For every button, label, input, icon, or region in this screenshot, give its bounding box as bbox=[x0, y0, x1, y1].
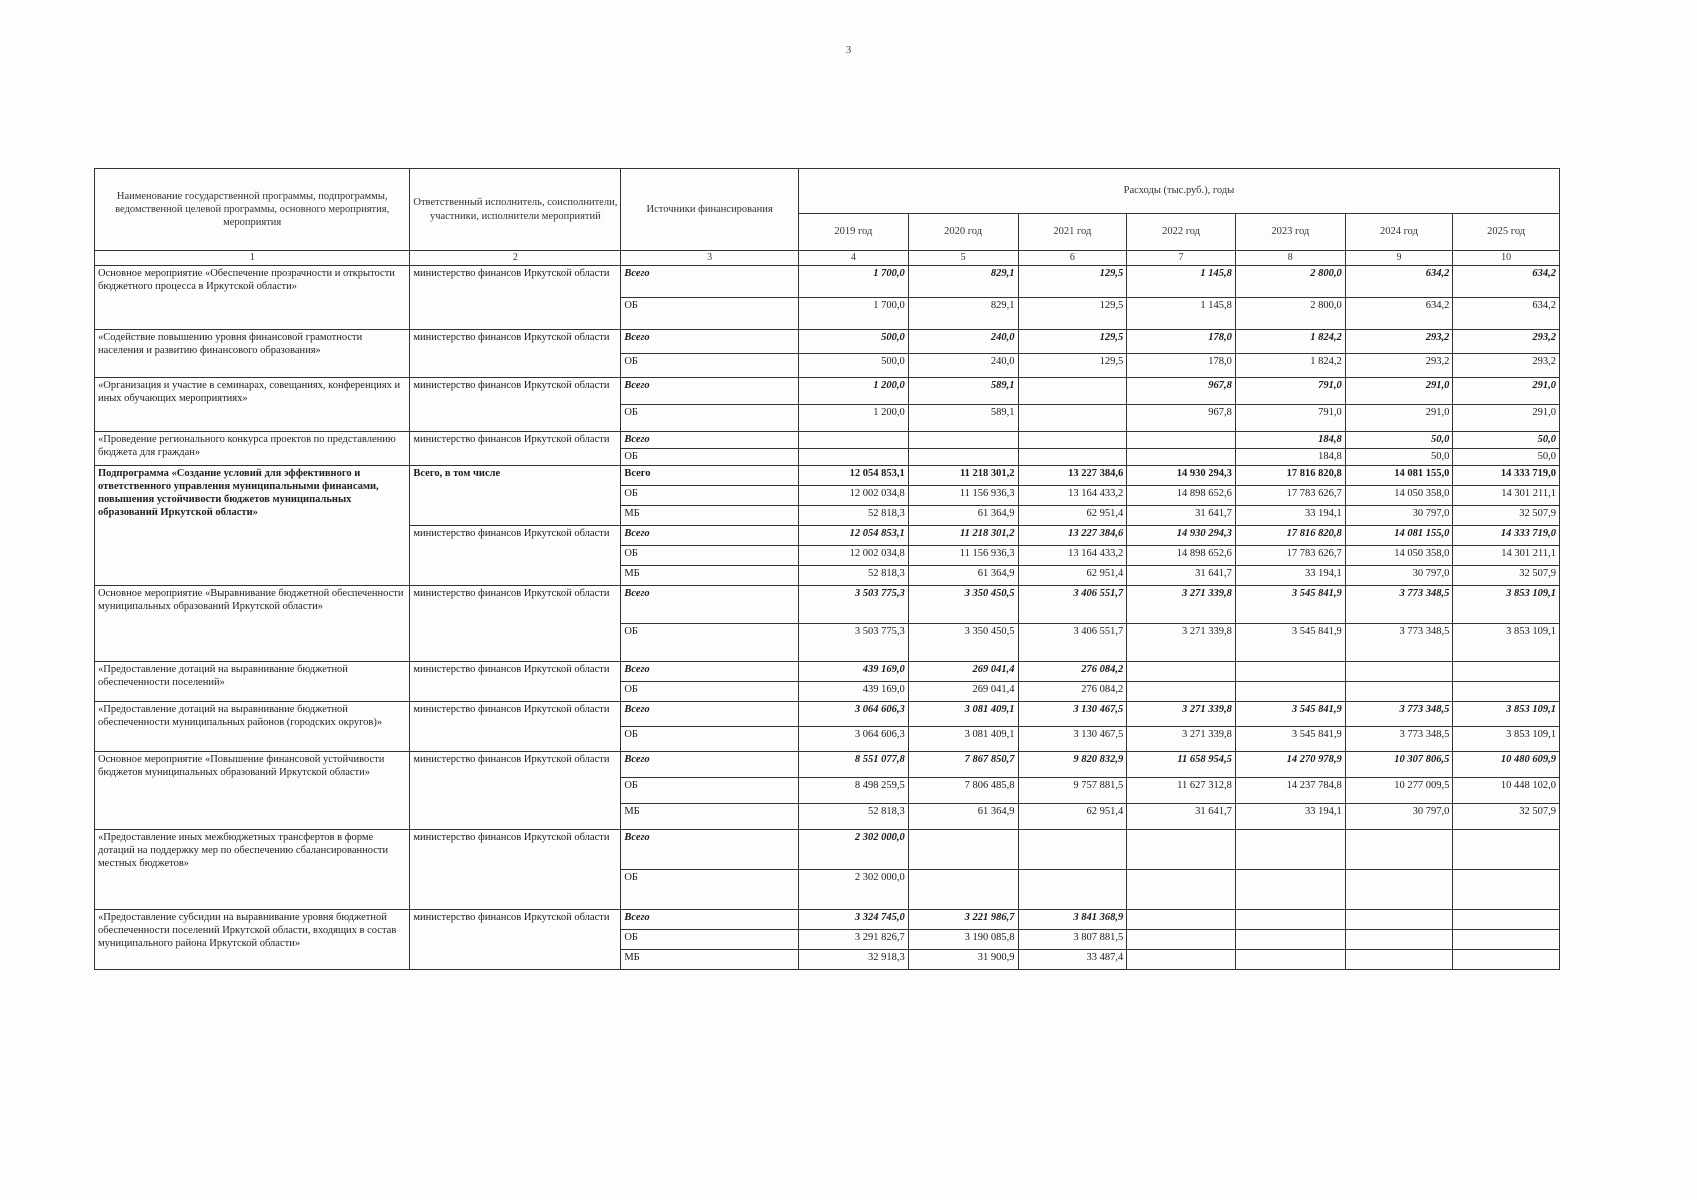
responsible-executor: министерство финансов Иркутской области bbox=[410, 330, 621, 378]
funding-source: ОБ bbox=[621, 405, 799, 432]
responsible-executor: министерство финансов Иркутской области bbox=[410, 702, 621, 752]
amount-cell: 31 641,7 bbox=[1127, 804, 1236, 830]
amount-cell: 3 853 109,1 bbox=[1453, 702, 1560, 727]
amount-cell: 293,2 bbox=[1345, 354, 1453, 378]
funding-source: ОБ bbox=[621, 930, 799, 950]
table-row bbox=[95, 702, 1560, 727]
funding-source: МБ bbox=[621, 566, 799, 586]
amount-cell: 10 307 806,5 bbox=[1345, 752, 1453, 778]
amount-cell bbox=[1127, 830, 1236, 870]
amount-cell bbox=[1235, 950, 1345, 970]
item-name: Подпрограмма «Создание условий для эффективного и ответственного управления муниципальными финансами, повышения устойчивости бюджетов муниципальных образований Иркутской области» bbox=[95, 466, 410, 586]
amount-cell: 3 773 348,5 bbox=[1345, 727, 1453, 752]
amount-cell: 3 064 606,3 bbox=[798, 727, 908, 752]
amount-cell: 3 853 109,1 bbox=[1453, 586, 1560, 624]
amount-cell bbox=[1235, 870, 1345, 910]
amount-cell: 3 545 841,9 bbox=[1235, 727, 1345, 752]
header-year: 2022 год bbox=[1127, 214, 1236, 251]
amount-cell: 634,2 bbox=[1345, 298, 1453, 330]
amount-cell bbox=[1235, 910, 1345, 930]
amount-cell: 13 164 433,2 bbox=[1018, 486, 1127, 506]
funding-source: ОБ bbox=[621, 682, 799, 702]
funding-source: Всего bbox=[621, 526, 799, 546]
amount-cell: 129,5 bbox=[1018, 266, 1127, 298]
funding-source: ОБ bbox=[621, 546, 799, 566]
amount-cell: 7 867 850,7 bbox=[908, 752, 1018, 778]
amount-cell: 33 487,4 bbox=[1018, 950, 1127, 970]
funding-source: Всего bbox=[621, 830, 799, 870]
funding-source: ОБ bbox=[621, 354, 799, 378]
item-name: Основное мероприятие «Выравнивание бюджетной обеспеченности муниципальных образований Иркутской области» bbox=[95, 586, 410, 662]
amount-cell: 178,0 bbox=[1127, 330, 1236, 354]
amount-cell: 11 218 301,2 bbox=[908, 466, 1018, 486]
amount-cell: 3 130 467,5 bbox=[1018, 702, 1127, 727]
column-number: 7 bbox=[1127, 251, 1236, 266]
column-number: 8 bbox=[1235, 251, 1345, 266]
amount-cell bbox=[1345, 662, 1453, 682]
amount-cell bbox=[1453, 930, 1560, 950]
amount-cell: 1 824,2 bbox=[1235, 330, 1345, 354]
amount-cell: 52 818,3 bbox=[798, 566, 908, 586]
table-row bbox=[95, 432, 1560, 449]
funding-source: ОБ bbox=[621, 298, 799, 330]
amount-cell: 14 237 784,8 bbox=[1235, 778, 1345, 804]
funding-source: ОБ bbox=[621, 624, 799, 662]
table-row bbox=[95, 466, 1560, 486]
header-source: Источники финансирования bbox=[621, 169, 799, 251]
column-number: 4 bbox=[798, 251, 908, 266]
amount-cell: 7 806 485,8 bbox=[908, 778, 1018, 804]
budget-table bbox=[94, 168, 1560, 970]
item-name: Основное мероприятие «Обеспечение прозрачности и открытости бюджетного процесса в Иркутской области» bbox=[95, 266, 410, 330]
amount-cell: 31 900,9 bbox=[908, 950, 1018, 970]
amount-cell: 32 918,3 bbox=[798, 950, 908, 970]
amount-cell: 14 301 211,1 bbox=[1453, 546, 1560, 566]
amount-cell: 3 841 368,9 bbox=[1018, 910, 1127, 930]
amount-cell: 2 302 000,0 bbox=[798, 870, 908, 910]
amount-cell: 3 503 775,3 bbox=[798, 586, 908, 624]
amount-cell: 9 820 832,9 bbox=[1018, 752, 1127, 778]
amount-cell: 52 818,3 bbox=[798, 804, 908, 830]
amount-cell: 967,8 bbox=[1127, 378, 1236, 405]
amount-cell: 17 816 820,8 bbox=[1235, 526, 1345, 546]
amount-cell: 829,1 bbox=[908, 298, 1018, 330]
amount-cell bbox=[1127, 662, 1236, 682]
funding-source: МБ bbox=[621, 506, 799, 526]
amount-cell: 17 783 626,7 bbox=[1235, 486, 1345, 506]
amount-cell: 439 169,0 bbox=[798, 662, 908, 682]
amount-cell bbox=[908, 870, 1018, 910]
amount-cell: 184,8 bbox=[1235, 449, 1345, 466]
funding-source: ОБ bbox=[621, 449, 799, 466]
amount-cell: 32 507,9 bbox=[1453, 566, 1560, 586]
amount-cell: 129,5 bbox=[1018, 354, 1127, 378]
amount-cell: 634,2 bbox=[1453, 266, 1560, 298]
item-name: «Предоставление иных межбюджетных трансфертов в форме дотаций на поддержку мер по обеспечению сбалансированности местных бюджетов» bbox=[95, 830, 410, 910]
amount-cell: 293,2 bbox=[1345, 330, 1453, 354]
amount-cell bbox=[1453, 950, 1560, 970]
funding-source: Всего bbox=[621, 702, 799, 727]
amount-cell: 13 227 384,6 bbox=[1018, 526, 1127, 546]
amount-cell: 3 271 339,8 bbox=[1127, 727, 1236, 752]
amount-cell: 3 291 826,7 bbox=[798, 930, 908, 950]
amount-cell: 32 507,9 bbox=[1453, 506, 1560, 526]
amount-cell: 11 658 954,5 bbox=[1127, 752, 1236, 778]
header-expenses: Расходы (тыс.руб.), годы bbox=[798, 169, 1559, 214]
amount-cell bbox=[1345, 910, 1453, 930]
funding-source: ОБ bbox=[621, 727, 799, 752]
funding-source: Всего bbox=[621, 466, 799, 486]
amount-cell: 178,0 bbox=[1127, 354, 1236, 378]
amount-cell: 33 194,1 bbox=[1235, 804, 1345, 830]
amount-cell: 3 130 467,5 bbox=[1018, 727, 1127, 752]
amount-cell: 634,2 bbox=[1345, 266, 1453, 298]
amount-cell: 14 898 652,6 bbox=[1127, 546, 1236, 566]
amount-cell: 791,0 bbox=[1235, 378, 1345, 405]
amount-cell: 14 930 294,3 bbox=[1127, 466, 1236, 486]
amount-cell bbox=[1345, 870, 1453, 910]
item-name: Основное мероприятие «Повышение финансовой устойчивости бюджетов муниципальных образований Иркутской области» bbox=[95, 752, 410, 830]
amount-cell: 14 333 719,0 bbox=[1453, 526, 1560, 546]
amount-cell: 52 818,3 bbox=[798, 506, 908, 526]
item-name: «Предоставление дотаций на выравнивание бюджетной обеспеченности поселений» bbox=[95, 662, 410, 702]
amount-cell bbox=[1453, 662, 1560, 682]
amount-cell bbox=[1018, 432, 1127, 449]
amount-cell: 3 271 339,8 bbox=[1127, 702, 1236, 727]
amount-cell: 61 364,9 bbox=[908, 506, 1018, 526]
header-name: Наименование государственной программы, подпрограммы, ведомственной целевой программы, основного мероприятия, мероприятия bbox=[95, 169, 410, 251]
amount-cell: 500,0 bbox=[798, 354, 908, 378]
amount-cell: 12 054 853,1 bbox=[798, 466, 908, 486]
amount-cell: 61 364,9 bbox=[908, 804, 1018, 830]
amount-cell: 50,0 bbox=[1453, 449, 1560, 466]
table-row bbox=[95, 830, 1560, 870]
column-number: 6 bbox=[1018, 251, 1127, 266]
table-row bbox=[95, 266, 1560, 298]
amount-cell bbox=[1018, 378, 1127, 405]
amount-cell: 634,2 bbox=[1453, 298, 1560, 330]
amount-cell: 3 853 109,1 bbox=[1453, 727, 1560, 752]
item-name: «Проведение регионального конкурса проектов по представлению бюджета для граждан» bbox=[95, 432, 410, 466]
amount-cell: 3 064 606,3 bbox=[798, 702, 908, 727]
amount-cell: 3 350 450,5 bbox=[908, 624, 1018, 662]
amount-cell: 17 816 820,8 bbox=[1235, 466, 1345, 486]
amount-cell: 30 797,0 bbox=[1345, 804, 1453, 830]
header-year: 2023 год bbox=[1235, 214, 1345, 251]
amount-cell: 967,8 bbox=[1127, 405, 1236, 432]
funding-source: Всего bbox=[621, 752, 799, 778]
responsible-executor: министерство финансов Иркутской области bbox=[410, 432, 621, 466]
amount-cell: 129,5 bbox=[1018, 330, 1127, 354]
amount-cell: 3 081 409,1 bbox=[908, 727, 1018, 752]
amount-cell: 3 545 841,9 bbox=[1235, 586, 1345, 624]
amount-cell bbox=[1453, 682, 1560, 702]
amount-cell bbox=[1235, 930, 1345, 950]
amount-cell: 1 824,2 bbox=[1235, 354, 1345, 378]
amount-cell: 3 853 109,1 bbox=[1453, 624, 1560, 662]
table-row bbox=[95, 330, 1560, 354]
amount-cell: 12 002 034,8 bbox=[798, 546, 908, 566]
header-year: 2021 год bbox=[1018, 214, 1127, 251]
amount-cell: 1 145,8 bbox=[1127, 266, 1236, 298]
amount-cell: 14 050 358,0 bbox=[1345, 486, 1453, 506]
amount-cell: 3 773 348,5 bbox=[1345, 586, 1453, 624]
amount-cell bbox=[1018, 870, 1127, 910]
amount-cell bbox=[1453, 910, 1560, 930]
funding-source: Всего bbox=[621, 662, 799, 682]
amount-cell bbox=[1127, 870, 1236, 910]
amount-cell: 1 700,0 bbox=[798, 298, 908, 330]
amount-cell bbox=[908, 830, 1018, 870]
responsible-executor: министерство финансов Иркутской области bbox=[410, 910, 621, 970]
amount-cell: 14 301 211,1 bbox=[1453, 486, 1560, 506]
amount-cell: 11 156 936,3 bbox=[908, 546, 1018, 566]
column-number: 10 bbox=[1453, 251, 1560, 266]
amount-cell: 62 951,4 bbox=[1018, 566, 1127, 586]
amount-cell: 14 333 719,0 bbox=[1453, 466, 1560, 486]
column-number: 3 bbox=[621, 251, 799, 266]
amount-cell bbox=[1127, 930, 1236, 950]
amount-cell bbox=[1018, 830, 1127, 870]
amount-cell: 291,0 bbox=[1345, 378, 1453, 405]
amount-cell: 791,0 bbox=[1235, 405, 1345, 432]
amount-cell: 12 054 853,1 bbox=[798, 526, 908, 546]
amount-cell: 276 084,2 bbox=[1018, 682, 1127, 702]
funding-source: Всего bbox=[621, 266, 799, 298]
amount-cell: 3 271 339,8 bbox=[1127, 586, 1236, 624]
funding-source: Всего bbox=[621, 910, 799, 930]
amount-cell: 276 084,2 bbox=[1018, 662, 1127, 682]
amount-cell: 13 227 384,6 bbox=[1018, 466, 1127, 486]
amount-cell: 14 898 652,6 bbox=[1127, 486, 1236, 506]
header-year: 2025 год bbox=[1453, 214, 1560, 251]
item-name: «Содействие повышению уровня финансовой грамотности населения и развитию финансового образования» bbox=[95, 330, 410, 378]
amount-cell bbox=[1127, 449, 1236, 466]
funding-source: МБ bbox=[621, 804, 799, 830]
amount-cell bbox=[1453, 870, 1560, 910]
amount-cell: 240,0 bbox=[908, 330, 1018, 354]
funding-source: Всего bbox=[621, 586, 799, 624]
amount-cell: 2 800,0 bbox=[1235, 266, 1345, 298]
funding-source: Всего bbox=[621, 330, 799, 354]
amount-cell: 293,2 bbox=[1453, 354, 1560, 378]
amount-cell bbox=[908, 449, 1018, 466]
amount-cell: 829,1 bbox=[908, 266, 1018, 298]
table-body bbox=[95, 266, 1560, 970]
amount-cell: 50,0 bbox=[1345, 449, 1453, 466]
amount-cell: 3 350 450,5 bbox=[908, 586, 1018, 624]
column-number: 1 bbox=[95, 251, 410, 266]
amount-cell: 1 700,0 bbox=[798, 266, 908, 298]
amount-cell: 3 406 551,7 bbox=[1018, 624, 1127, 662]
amount-cell: 61 364,9 bbox=[908, 566, 1018, 586]
funding-source: ОБ bbox=[621, 870, 799, 910]
amount-cell bbox=[1235, 830, 1345, 870]
amount-cell: 3 545 841,9 bbox=[1235, 702, 1345, 727]
amount-cell bbox=[1018, 405, 1127, 432]
page-number: 3 bbox=[845, 44, 852, 56]
column-number: 5 bbox=[908, 251, 1018, 266]
table-row bbox=[95, 586, 1560, 624]
amount-cell: 50,0 bbox=[1453, 432, 1560, 449]
amount-cell: 10 277 009,5 bbox=[1345, 778, 1453, 804]
amount-cell: 14 081 155,0 bbox=[1345, 526, 1453, 546]
header-year: 2020 год bbox=[908, 214, 1018, 251]
amount-cell bbox=[1453, 830, 1560, 870]
amount-cell bbox=[1235, 662, 1345, 682]
amount-cell: 62 951,4 bbox=[1018, 506, 1127, 526]
amount-cell: 269 041,4 bbox=[908, 662, 1018, 682]
amount-cell: 17 783 626,7 bbox=[1235, 546, 1345, 566]
amount-cell: 1 200,0 bbox=[798, 405, 908, 432]
amount-cell: 32 507,9 bbox=[1453, 804, 1560, 830]
responsible-executor: министерство финансов Иркутской области bbox=[410, 662, 621, 702]
amount-cell: 3 271 339,8 bbox=[1127, 624, 1236, 662]
amount-cell: 13 164 433,2 bbox=[1018, 546, 1127, 566]
header-year: 2024 год bbox=[1345, 214, 1453, 251]
responsible-executor: министерство финансов Иркутской области bbox=[410, 378, 621, 432]
amount-cell bbox=[1018, 449, 1127, 466]
amount-cell: 3 190 085,8 bbox=[908, 930, 1018, 950]
amount-cell: 31 641,7 bbox=[1127, 506, 1236, 526]
funding-source: ОБ bbox=[621, 486, 799, 506]
amount-cell: 129,5 bbox=[1018, 298, 1127, 330]
header-responsible: Ответственный исполнитель, соисполнители, участники, исполнители мероприятий bbox=[410, 169, 621, 251]
amount-cell: 11 218 301,2 bbox=[908, 526, 1018, 546]
amount-cell bbox=[798, 432, 908, 449]
amount-cell: 3 081 409,1 bbox=[908, 702, 1018, 727]
responsible-executor: министерство финансов Иркутской области bbox=[410, 526, 621, 586]
amount-cell: 62 951,4 bbox=[1018, 804, 1127, 830]
amount-cell: 3 773 348,5 bbox=[1345, 702, 1453, 727]
item-name: «Организация и участие в семинарах, совещаниях, конференциях и иных обучающих мероприятиях» bbox=[95, 378, 410, 432]
amount-cell bbox=[798, 449, 908, 466]
amount-cell: 589,1 bbox=[908, 405, 1018, 432]
amount-cell: 3 807 881,5 bbox=[1018, 930, 1127, 950]
amount-cell: 3 406 551,7 bbox=[1018, 586, 1127, 624]
table-row bbox=[95, 910, 1560, 930]
amount-cell bbox=[1127, 432, 1236, 449]
amount-cell: 8 498 259,5 bbox=[798, 778, 908, 804]
amount-cell: 3 221 986,7 bbox=[908, 910, 1018, 930]
amount-cell: 439 169,0 bbox=[798, 682, 908, 702]
amount-cell: 31 641,7 bbox=[1127, 566, 1236, 586]
amount-cell: 14 050 358,0 bbox=[1345, 546, 1453, 566]
amount-cell: 3 545 841,9 bbox=[1235, 624, 1345, 662]
column-number: 9 bbox=[1345, 251, 1453, 266]
table-row bbox=[95, 378, 1560, 405]
table-row bbox=[95, 752, 1560, 778]
funding-source: Всего bbox=[621, 378, 799, 405]
amount-cell: 33 194,1 bbox=[1235, 506, 1345, 526]
responsible-executor: Всего, в том числе bbox=[410, 466, 621, 526]
amount-cell: 8 551 077,8 bbox=[798, 752, 908, 778]
column-number: 2 bbox=[410, 251, 621, 266]
amount-cell: 240,0 bbox=[908, 354, 1018, 378]
amount-cell: 3 503 775,3 bbox=[798, 624, 908, 662]
amount-cell: 14 081 155,0 bbox=[1345, 466, 1453, 486]
amount-cell bbox=[1345, 950, 1453, 970]
table-row bbox=[95, 662, 1560, 682]
amount-cell: 1 145,8 bbox=[1127, 298, 1236, 330]
amount-cell: 11 156 936,3 bbox=[908, 486, 1018, 506]
amount-cell bbox=[1127, 950, 1236, 970]
amount-cell: 11 627 312,8 bbox=[1127, 778, 1236, 804]
amount-cell: 500,0 bbox=[798, 330, 908, 354]
amount-cell: 2 800,0 bbox=[1235, 298, 1345, 330]
funding-source: МБ bbox=[621, 950, 799, 970]
amount-cell: 3 324 745,0 bbox=[798, 910, 908, 930]
amount-cell bbox=[908, 432, 1018, 449]
amount-cell bbox=[1345, 830, 1453, 870]
amount-cell: 30 797,0 bbox=[1345, 506, 1453, 526]
amount-cell: 50,0 bbox=[1345, 432, 1453, 449]
responsible-executor: министерство финансов Иркутской области bbox=[410, 266, 621, 330]
amount-cell: 10 480 609,9 bbox=[1453, 752, 1560, 778]
amount-cell: 14 930 294,3 bbox=[1127, 526, 1236, 546]
amount-cell: 10 448 102,0 bbox=[1453, 778, 1560, 804]
amount-cell: 30 797,0 bbox=[1345, 566, 1453, 586]
amount-cell bbox=[1235, 682, 1345, 702]
header-year: 2019 год bbox=[798, 214, 908, 251]
funding-source: ОБ bbox=[621, 778, 799, 804]
amount-cell bbox=[1345, 930, 1453, 950]
amount-cell: 1 200,0 bbox=[798, 378, 908, 405]
amount-cell: 12 002 034,8 bbox=[798, 486, 908, 506]
amount-cell: 3 773 348,5 bbox=[1345, 624, 1453, 662]
amount-cell: 184,8 bbox=[1235, 432, 1345, 449]
amount-cell: 589,1 bbox=[908, 378, 1018, 405]
item-name: «Предоставление дотаций на выравнивание бюджетной обеспеченности муниципальных районов (городских округов)» bbox=[95, 702, 410, 752]
responsible-executor: министерство финансов Иркутской области bbox=[410, 752, 621, 830]
amount-cell bbox=[1127, 910, 1236, 930]
amount-cell: 293,2 bbox=[1453, 330, 1560, 354]
amount-cell: 14 270 978,9 bbox=[1235, 752, 1345, 778]
amount-cell bbox=[1127, 682, 1236, 702]
responsible-executor: министерство финансов Иркутской области bbox=[410, 830, 621, 910]
amount-cell: 291,0 bbox=[1345, 405, 1453, 432]
amount-cell bbox=[1345, 682, 1453, 702]
funding-source: Всего bbox=[621, 432, 799, 449]
amount-cell: 291,0 bbox=[1453, 378, 1560, 405]
amount-cell: 2 302 000,0 bbox=[798, 830, 908, 870]
amount-cell: 291,0 bbox=[1453, 405, 1560, 432]
responsible-executor: министерство финансов Иркутской области bbox=[410, 586, 621, 662]
item-name: «Предоставление субсидии на выравнивание уровня бюджетной обеспеченности поселений Иркутской области, входящих в состав муниципального района Иркутской области» bbox=[95, 910, 410, 970]
amount-cell: 269 041,4 bbox=[908, 682, 1018, 702]
amount-cell: 9 757 881,5 bbox=[1018, 778, 1127, 804]
amount-cell: 33 194,1 bbox=[1235, 566, 1345, 586]
